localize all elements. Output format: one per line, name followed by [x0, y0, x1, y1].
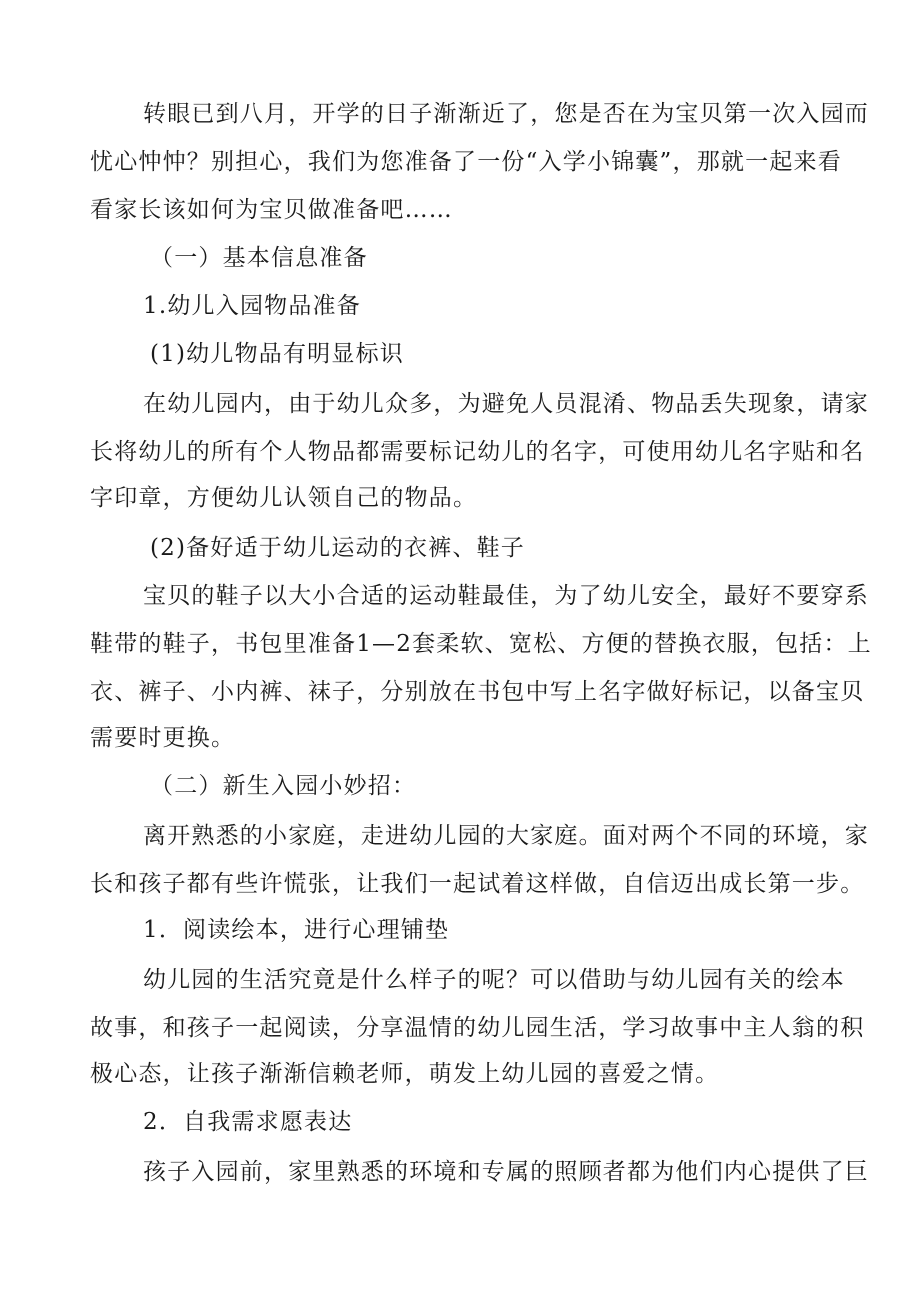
paragraph-express-line-1: 孩子入园前，家里熟悉的环境和专属的照顾者都为他们内心提供了巨 — [143, 1159, 869, 1185]
paragraph-labels-line-1: 在幼儿园内，由于幼儿众多，为避免人员混淆、物品丢失现象，请家 — [143, 391, 869, 417]
paragraph-intro-line-1: 转眼已到八月，开学的日子渐渐近了，您是否在为宝贝第一次入园而 — [143, 101, 869, 127]
section-heading-1: （一）基本信息准备 — [150, 245, 368, 271]
paragraph-books-line-3: 极心态，让孩子渐渐信赖老师，萌发上幼儿园的喜爱之情。 — [90, 1061, 720, 1087]
paragraph-new-line-1: 离开熟悉的小家庭，走进幼儿园的大家庭。面对两个不同的环境，家 — [143, 823, 869, 849]
paragraph-shoes-line-1: 宝贝的鞋子以大小合适的运动鞋最佳，为了幼儿安全，最好不要穿系 — [143, 583, 869, 609]
paragraph-intro-line-2: 忧心忡忡？别担心，我们为您准备了一份“入学小锦囊”，那就一起来看 — [90, 149, 842, 175]
paragraph-books-line-2: 故事，和孩子一起阅读，分享温情的幼儿园生活，学习故事中主人翁的积 — [90, 1015, 865, 1041]
paragraph-shoes-line-4: 需要时更换。 — [90, 725, 236, 751]
paragraph-shoes-line-3: 衣、裤子、小内裤、袜子，分别放在书包中写上名字做好标记，以备宝贝 — [90, 679, 865, 705]
subheading-1-1: 1.幼儿入园物品准备 — [143, 293, 361, 319]
paragraph-shoes-line-2: 鞋带的鞋子，书包里准备1—2套柔软、宽松、方便的替换衣服，包括：上 — [90, 631, 872, 657]
paragraph-new-line-2: 长和孩子都有些许慌张，让我们一起试着这样做，自信迈出成长第一步。 — [90, 871, 865, 897]
paragraph-labels-line-3: 字印章，方便幼儿认领自己的物品。 — [90, 485, 478, 511]
paragraph-books-line-1: 幼儿园的生活究竟是什么样子的呢？可以借助与幼儿园有关的绘本 — [143, 967, 845, 993]
item-heading-2: (2)备好适于幼儿运动的衣裤、鞋子 — [150, 535, 525, 561]
section-heading-2: （二）新生入园小妙招： — [150, 773, 417, 799]
paragraph-intro-line-3: 看家长该如何为宝贝做准备吧…… — [90, 197, 453, 223]
paragraph-labels-line-2: 长将幼儿的所有个人物品都需要标记幼儿的名字，可使用幼儿名字贴和名 — [90, 439, 865, 465]
subheading-2-2: 2．自我需求愿表达 — [143, 1109, 353, 1135]
subheading-2-1: 1．阅读绘本，进行心理铺垫 — [143, 917, 450, 943]
item-heading-1: (1)幼儿物品有明显标识 — [150, 341, 404, 367]
